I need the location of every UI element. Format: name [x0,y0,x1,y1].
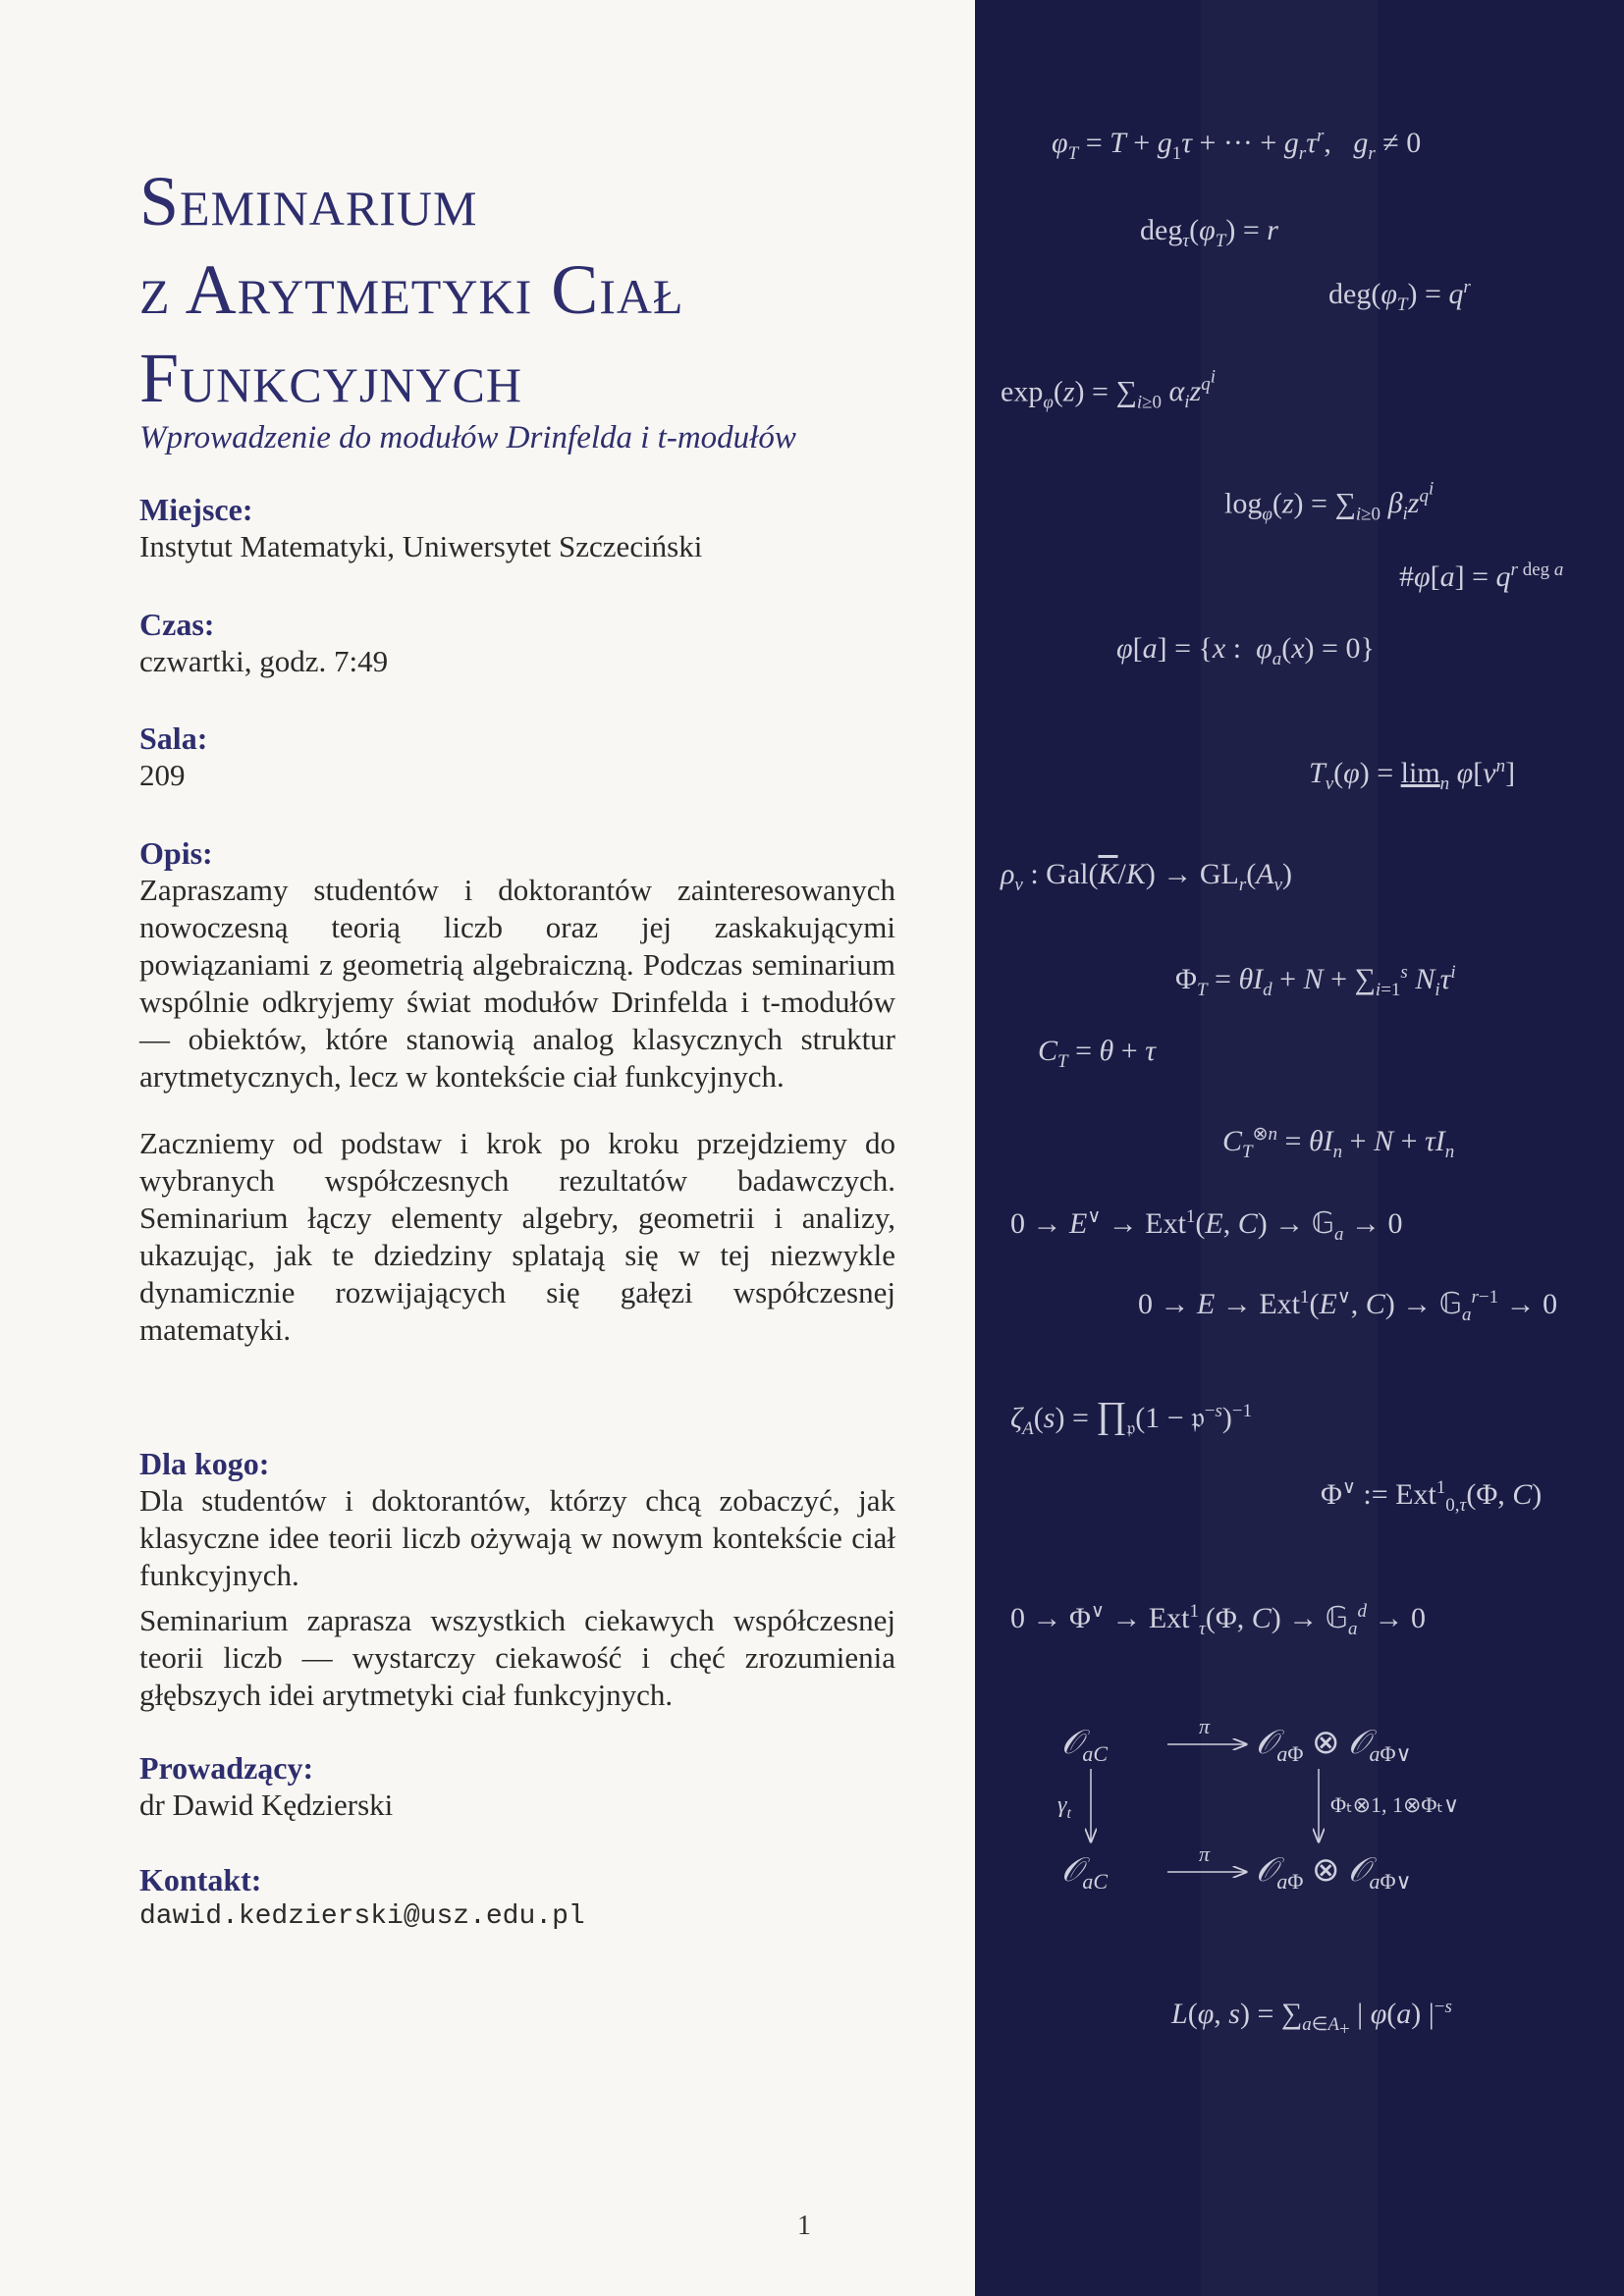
sala-label: Sala: [139,721,208,756]
formula-carlitz: $C_T = \theta + \tau$ [1038,1035,1156,1072]
dla-kogo-label: Dla kogo: [139,1446,270,1481]
formula-phi-tmodule: $\Phi_T = \theta I_d + N + \sum_{i=1}^s$ $N_i\tau^i$ [1175,962,1456,1000]
diagram-arrow-right-label: Φₜ⊗1, 1⊗Φₜ∨ [1330,1792,1460,1817]
section-miejsce [139,491,895,565]
formula-l-function: L(φ, $s) = \sum_{a\in A_+}$ | φ(a) $|^{-s}$ [1171,1997,1452,2040]
formula-phi-t: $\varphi_T = T + g_1\tau$ + ··· + $g_r\tau^r$, $g_r \ne 0$ [1052,126,1422,164]
formula-galois-rep: $\rho_v$ : $Gal(\overline{K}/K) \to GL_r(A_v)$ [1001,858,1293,895]
formula-exact-seq-3: 0 → Φ∨ → Ext$^1_\tau$(Φ, C) → 𝔾$_a^d$ → 0 [1010,1601,1427,1639]
kontakt-label: Kontakt: [139,1862,262,1897]
opis-label: Opis: [139,835,213,871]
czas-text: czwartki, godz. 7:49 [139,644,389,678]
czas-label: Czas: [139,607,215,642]
dla-kogo-paragraph-2: Seminarium zaprasza wszystkich ciekawych współczesnej teorii liczb — wystarczy ciekawość i chęć zrozumienia głębszych idei arytmetyki ciał funkcyjnych. [139,1603,895,1712]
formula-panel [975,0,1624,2296]
opis-paragraph-2: Zaczniemy od podstaw i krok po kroku przejdziemy do wybranych współczesnych rezultatów badawczych. Seminarium łączy elementy algebry, geometrii i analizy, ukazując, jak te dziedziny splatają się w tej niezwykle dynamicznie rozwijających się gałęzi współczesnej matematyki. [139,1126,895,1347]
opis-paragraph-1: Zapraszamy studentów i doktorantów zainteresowanych nowoczesną teorią liczb oraz jej zaskakującymi powiązaniami z geometrią algebraiczną. Podczas seminarium wspólnie odkryjemy świat modułów Drinfelda i t-modułów — obiektów, które stanowią analog klasycznych struktur arytmetycznych, lecz w kontekście ciał funkcyjnych. [139,873,895,1094]
formula-deg-tau: $deg_\tau(\varphi_T) = r$ [1140,214,1278,251]
dla-kogo-paragraph-1: Dla studentów i doktorantów, którzy chcą zobaczyć, jak klasyczne idee teorii liczb ożywają w nowym kontekście ciał funkcyjnych. [139,1483,895,1592]
diagram-arrow-top-label: π [1199,1714,1211,1738]
miejsce-label: Miejsce: [139,492,253,527]
subtitle: Wprowadzenie do modułów Drinfelda i t-modułów [139,420,796,455]
formula-log: $\log_\varphi(z) = \sum_{i\ge 0}$ $\beta_iz^{q^i}$ [1224,479,1435,525]
title-line-2: z Arytmetyki Ciał [139,250,684,329]
formula-torsion: φ[a] = {x : $\varphi_a(x) = 0$} [1116,632,1375,669]
section-opis [139,834,895,1349]
formula-tate-module: $T_v(\varphi) = \lim_n \varphi[v^n]$ [1309,756,1516,794]
diagram-top-right: 𝒪$_a$Φ ⊗ 𝒪$_a$Φ∨ [1256,1725,1412,1766]
section-sala [139,720,895,794]
formula-deg: $deg(\varphi_T) = q^r$ [1328,277,1471,315]
formula-exact-seq-2: 0 → E → Ext$^1$(E∨, C) → 𝔾$_a^{r-1}$ → 0 [1138,1287,1558,1325]
formula-carlitz-tensor: $C_T^{\otimes n} = \theta I_n + N + \tau I_n$ [1222,1124,1455,1162]
sala-text: 209 [139,758,186,792]
diagram-bottom-right: 𝒪$_a$Φ ⊗ 𝒪$_a$Φ∨ [1256,1852,1412,1894]
section-prowadzacy [139,1749,895,1824]
page-number: 1 [797,2211,811,2241]
title-line-1: Seminarium [139,162,478,240]
title-line-3: Funkcyjnych [139,339,522,417]
formula-dual: Φ∨ := Ext$^1_{0,\tau}$(Φ, C) [1321,1477,1543,1516]
formula-exp: $\exp_\varphi(z) = \sum_{i\ge 0}$ $\alpha_iz^{q^i}$ [1001,367,1217,413]
formula-card-torsion: #φ[a] = $q^{r deg a}$ [1399,560,1564,593]
section-dla-kogo [139,1445,895,1714]
prowadzacy-text: dr Dawid Kędzierski [139,1788,394,1822]
prowadzacy-label: Prowadzący: [139,1750,314,1786]
diagram-bottom-left: 𝒪$_{aC}$ [1061,1852,1109,1894]
diagram-top-left: 𝒪$_{aC}$ [1061,1725,1109,1766]
formula-zeta: $\zeta_A(s)$ = $\prod_𝔭(1$ − 𝔭$^{-s}$)$^{-1}$ [1010,1395,1253,1439]
formula-exact-seq-1: 0 → E∨ → Ext$^1$(E, C) → 𝔾$_a$ → 0 [1010,1206,1403,1245]
section-czas [139,606,895,680]
miejsce-text: Instytut Matematyki, Uniwersytet Szczeciński [139,529,703,563]
commutative-diagram [1054,1708,1505,1895]
section-kontakt [139,1861,895,1936]
diagram-arrow-left-label: $\gamma_t$ [1057,1792,1071,1822]
contact-email[interactable]: dawid.kedzierski@usz.edu.pl [139,1901,585,1932]
diagram-arrow-bottom-label: π [1199,1842,1211,1866]
page-title [139,157,684,422]
